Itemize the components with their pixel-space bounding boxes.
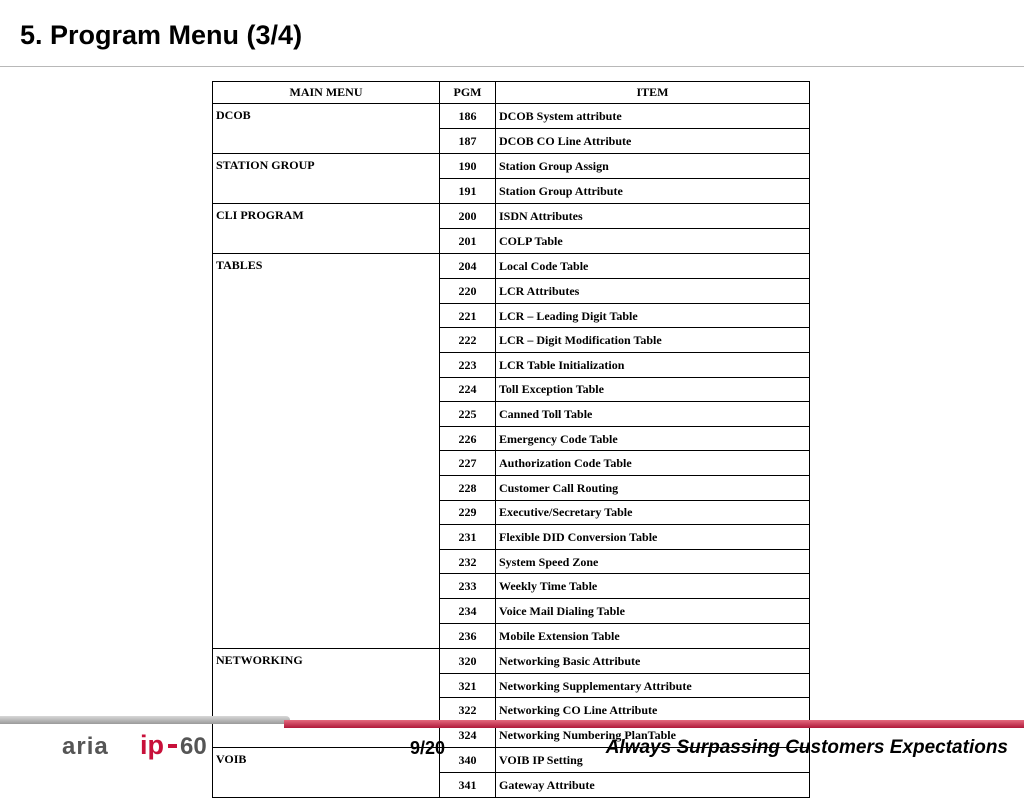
main-menu-cell xyxy=(213,476,440,501)
footer-bar-grey xyxy=(0,716,290,724)
logo-brand-text: aria xyxy=(62,733,109,760)
pgm-cell: 236 xyxy=(440,623,496,648)
main-menu-cell: TABLES xyxy=(213,254,440,279)
pgm-cell: 228 xyxy=(440,476,496,501)
pgm-cell: 186 xyxy=(440,103,496,128)
main-menu-cell xyxy=(213,623,440,648)
item-cell: Mobile Extension Table xyxy=(496,623,810,648)
main-menu-cell xyxy=(213,673,440,698)
pgm-cell: 227 xyxy=(440,451,496,476)
header-pgm: PGM xyxy=(440,82,496,104)
aria-ip-60-logo xyxy=(62,730,242,764)
item-cell: VOIB IP Setting xyxy=(496,748,810,773)
main-menu-cell xyxy=(213,598,440,623)
item-cell: Networking Supplementary Attribute xyxy=(496,673,810,698)
pgm-cell: 204 xyxy=(440,254,496,279)
table-row xyxy=(213,525,810,550)
pgm-cell: 201 xyxy=(440,229,496,254)
logo-dash xyxy=(168,744,177,748)
item-cell: DCOB CO Line Attribute xyxy=(496,128,810,153)
item-cell: DCOB System attribute xyxy=(496,103,810,128)
pgm-cell: 222 xyxy=(440,328,496,353)
pgm-cell: 233 xyxy=(440,574,496,599)
item-cell: Weekly Time Table xyxy=(496,574,810,599)
item-cell: Canned Toll Table xyxy=(496,402,810,427)
item-cell: Executive/Secretary Table xyxy=(496,500,810,525)
table-row xyxy=(213,128,810,153)
main-menu-cell xyxy=(213,229,440,254)
table-row xyxy=(213,476,810,501)
pgm-cell: 226 xyxy=(440,426,496,451)
main-menu-cell xyxy=(213,328,440,353)
pgm-cell: 340 xyxy=(440,748,496,773)
item-cell: LCR – Digit Modification Table xyxy=(496,328,810,353)
item-cell: Toll Exception Table xyxy=(496,377,810,402)
pgm-cell: 229 xyxy=(440,500,496,525)
table-row xyxy=(213,673,810,698)
pgm-cell: 221 xyxy=(440,303,496,328)
item-cell: Local Code Table xyxy=(496,254,810,279)
item-cell: Voice Mail Dialing Table xyxy=(496,598,810,623)
table-row xyxy=(213,153,810,178)
pgm-cell: 223 xyxy=(440,353,496,378)
main-menu-cell: VOIB xyxy=(213,748,440,773)
main-menu-cell xyxy=(213,178,440,203)
table-row xyxy=(213,402,810,427)
pgm-cell: 320 xyxy=(440,648,496,673)
table-body xyxy=(213,103,810,798)
item-cell: Station Group Assign xyxy=(496,153,810,178)
table-row xyxy=(213,203,810,228)
item-cell: LCR – Leading Digit Table xyxy=(496,303,810,328)
logo-model-text: 60 xyxy=(180,733,207,760)
main-menu-cell xyxy=(213,525,440,550)
pgm-cell: 191 xyxy=(440,178,496,203)
item-cell: COLP Table xyxy=(496,229,810,254)
pgm-cell: 321 xyxy=(440,673,496,698)
pgm-cell: 322 xyxy=(440,698,496,723)
table-row xyxy=(213,623,810,648)
table-row xyxy=(213,103,810,128)
table-row xyxy=(213,598,810,623)
main-menu-cell xyxy=(213,128,440,153)
table-row xyxy=(213,178,810,203)
item-cell: LCR Table Initialization xyxy=(496,353,810,378)
program-menu-table xyxy=(212,81,810,798)
item-cell: Authorization Code Table xyxy=(496,451,810,476)
pgm-cell: 225 xyxy=(440,402,496,427)
item-cell: Networking CO Line Attribute xyxy=(496,698,810,723)
pgm-cell: 234 xyxy=(440,598,496,623)
item-cell: Station Group Attribute xyxy=(496,178,810,203)
main-menu-cell: NETWORKING xyxy=(213,648,440,673)
footer-slogan: Always Surpassing Customers Expectations xyxy=(605,737,1008,758)
header-item: ITEM xyxy=(496,82,810,104)
table-header-row xyxy=(213,82,810,104)
table-row xyxy=(213,451,810,476)
main-menu-cell xyxy=(213,303,440,328)
main-menu-cell: DCOB xyxy=(213,103,440,128)
item-cell: System Speed Zone xyxy=(496,549,810,574)
item-cell: Gateway Attribute xyxy=(496,773,810,798)
table-row xyxy=(213,426,810,451)
main-menu-cell xyxy=(213,549,440,574)
main-menu-cell xyxy=(213,426,440,451)
page-number: 9/20 xyxy=(410,738,446,758)
pgm-cell: 232 xyxy=(440,549,496,574)
pgm-cell: 324 xyxy=(440,722,496,747)
main-menu-cell xyxy=(213,377,440,402)
table-row xyxy=(213,229,810,254)
title-divider xyxy=(0,66,1024,67)
footer-bar-red xyxy=(284,720,1024,728)
table-row xyxy=(213,254,810,279)
main-menu-cell: CLI PROGRAM xyxy=(213,203,440,228)
main-menu-cell: STATION GROUP xyxy=(213,153,440,178)
table-row xyxy=(213,328,810,353)
pgm-cell: 341 xyxy=(440,773,496,798)
pgm-cell: 200 xyxy=(440,203,496,228)
item-cell: Networking Basic Attribute xyxy=(496,648,810,673)
table-row xyxy=(213,648,810,673)
main-menu-cell xyxy=(213,773,440,798)
pgm-cell: 231 xyxy=(440,525,496,550)
table-row xyxy=(213,698,810,723)
table-row xyxy=(213,377,810,402)
table-row xyxy=(213,500,810,525)
header-main-menu: MAIN MENU xyxy=(213,82,440,104)
item-cell: Customer Call Routing xyxy=(496,476,810,501)
main-menu-cell xyxy=(213,500,440,525)
main-menu-cell xyxy=(213,451,440,476)
main-menu-cell xyxy=(213,402,440,427)
item-cell: Flexible DID Conversion Table xyxy=(496,525,810,550)
pgm-cell: 187 xyxy=(440,128,496,153)
table-row xyxy=(213,353,810,378)
table-row xyxy=(213,773,810,798)
item-cell: Networking Numbering PlanTable xyxy=(496,722,810,747)
table-row xyxy=(213,549,810,574)
item-cell: LCR Attributes xyxy=(496,279,810,304)
main-menu-cell xyxy=(213,279,440,304)
logo-product-text: ip xyxy=(140,730,164,760)
pgm-cell: 220 xyxy=(440,279,496,304)
table-row xyxy=(213,279,810,304)
item-cell: ISDN Attributes xyxy=(496,203,810,228)
pgm-cell: 224 xyxy=(440,377,496,402)
main-menu-cell xyxy=(213,574,440,599)
table-row xyxy=(213,303,810,328)
slide-title: 5. Program Menu (3/4) xyxy=(20,20,303,50)
main-menu-cell xyxy=(213,353,440,378)
item-cell: Emergency Code Table xyxy=(496,426,810,451)
pgm-cell: 190 xyxy=(440,153,496,178)
table-row xyxy=(213,574,810,599)
